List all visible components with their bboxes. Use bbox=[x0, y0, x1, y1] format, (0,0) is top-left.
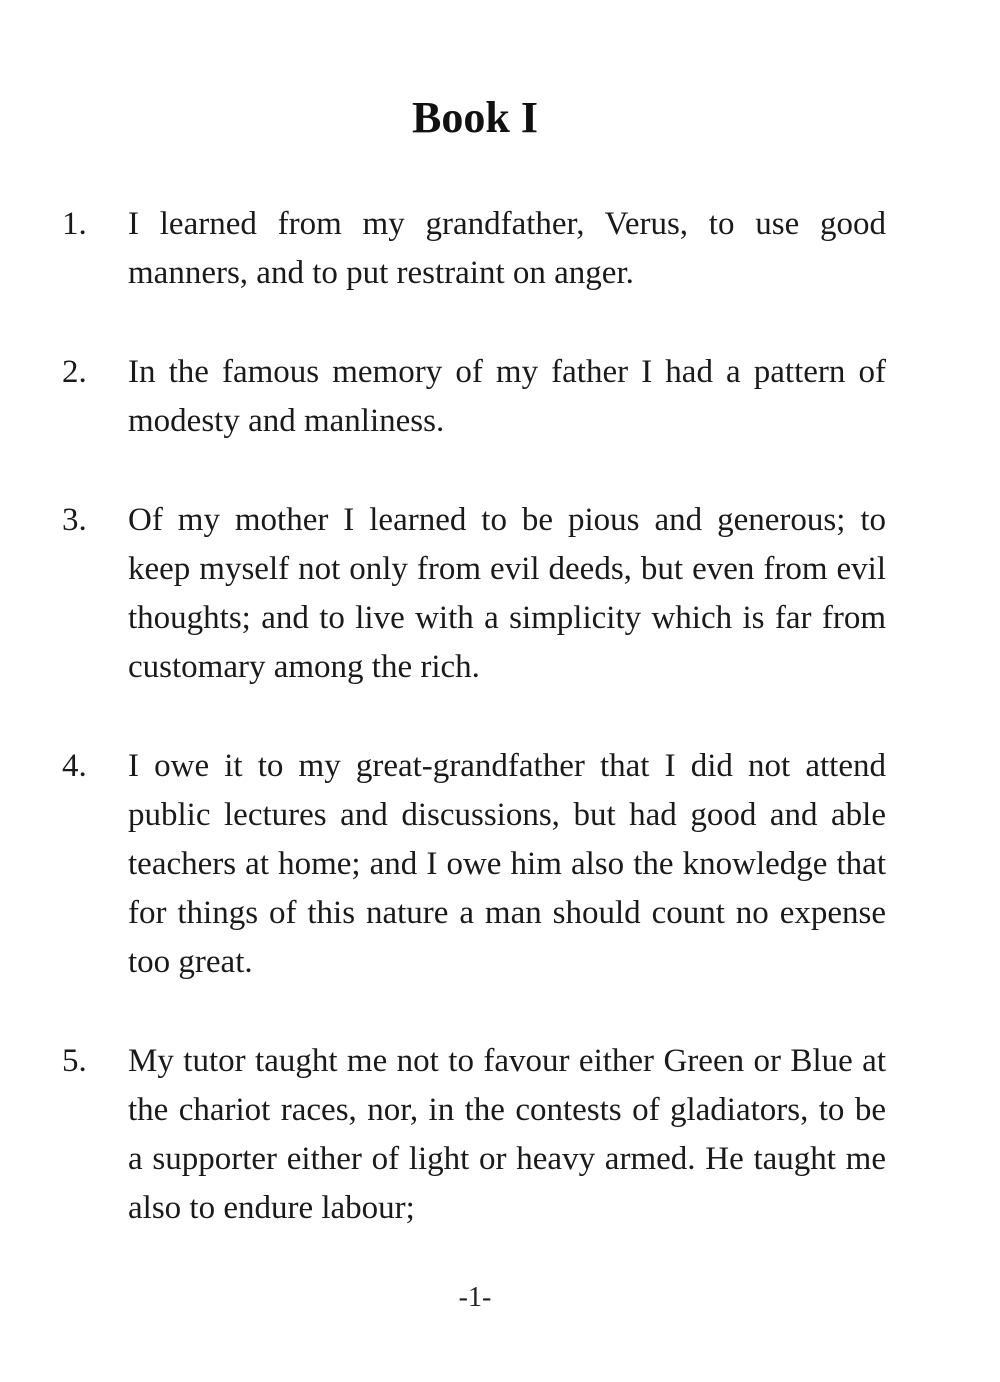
list-item bbox=[62, 496, 886, 692]
entry-text: Of my mother I learned to be pious and generous; to keep myself not only from evil deeds, but even from evil thoughts; and to live with a simplicity which is far from customary among the rich. bbox=[128, 502, 886, 685]
entry-text: I owe it to my great-grandfather that I did not attend public lectures and discussions, but had good and able teachers at home; and I owe him also the knowledge that for things of this nature a man should count no expense too great. bbox=[128, 748, 886, 980]
entry-number: 1. bbox=[62, 206, 87, 242]
entry-number: 2. bbox=[62, 354, 87, 390]
entry-text: I learned from my grandfather, Verus, to use good manners, and to put restraint on anger. bbox=[128, 206, 886, 291]
list-item bbox=[62, 1037, 886, 1233]
entry-number: 5. bbox=[62, 1043, 87, 1079]
entry-text: My tutor taught me not to favour either Green or Blue at the chariot races, nor, in the contests of gladiators, to be a supporter either of light or heavy armed. He taught me also to endure labour; bbox=[128, 1043, 886, 1226]
numbered-entries bbox=[62, 200, 886, 1283]
entry-number: 3. bbox=[62, 502, 87, 538]
list-item bbox=[62, 742, 886, 987]
list-item bbox=[62, 200, 886, 298]
entry-text: In the famous memory of my father I had a pattern of modesty and manliness. bbox=[128, 354, 886, 439]
list-item bbox=[62, 348, 886, 446]
page-title: Book I bbox=[412, 93, 538, 142]
entry-number: 4. bbox=[62, 748, 87, 784]
page-number: -1- bbox=[458, 1282, 492, 1313]
